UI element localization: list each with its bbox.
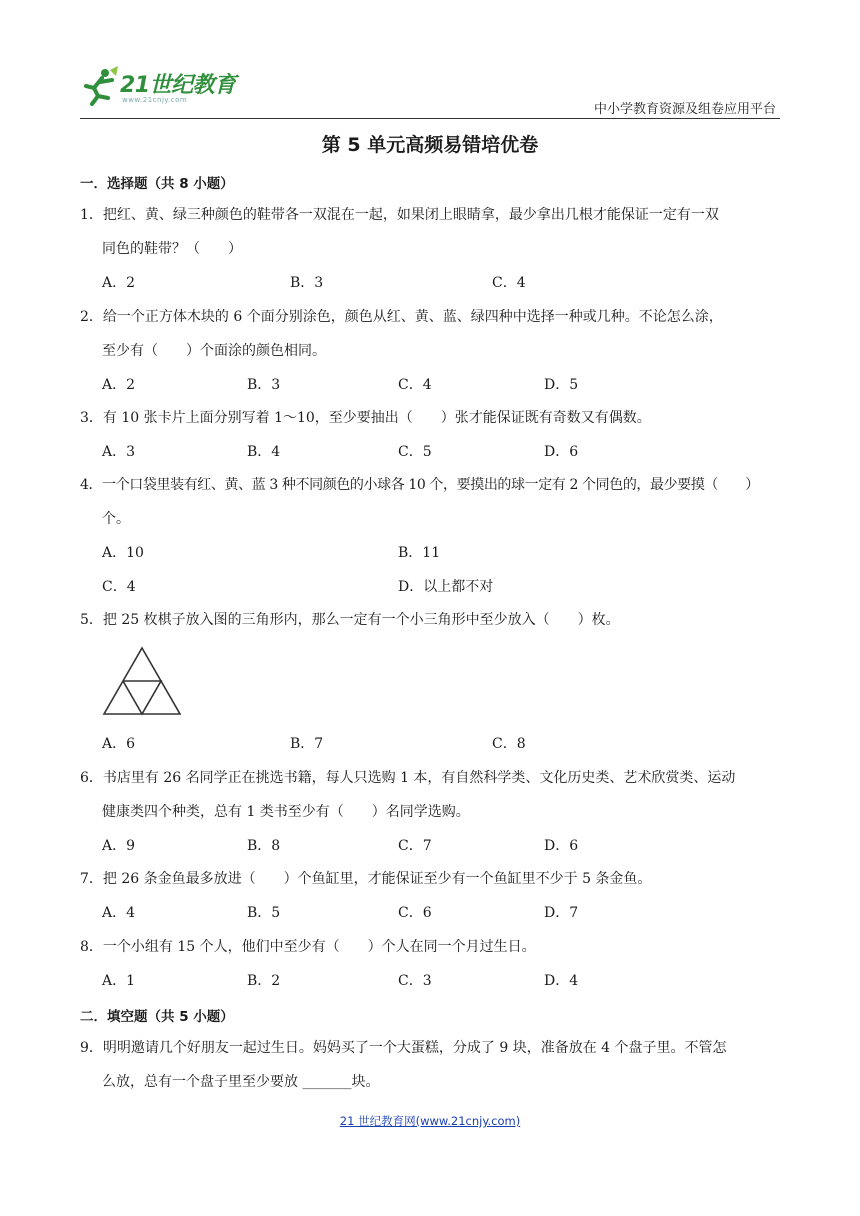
footer-link[interactable]: 21 世纪教育网(www.21cnjy.com) xyxy=(339,1114,521,1128)
option-a[interactable]: A．10 xyxy=(102,545,144,561)
option-c[interactable]: C．4 xyxy=(492,275,526,291)
option-a[interactable]: A．2 xyxy=(102,377,136,393)
question-5-options xyxy=(80,727,780,761)
question-text: 8．一个小组有 15 个人，他们中至少有（ ）个人在同一个月过生日。 xyxy=(80,939,536,955)
option-c[interactable]: C．3 xyxy=(398,973,432,989)
option-b[interactable]: B．3 xyxy=(247,377,281,393)
question-text: 至少有（ ）个面涂的颜色相同。 xyxy=(102,343,326,359)
header-divider xyxy=(80,118,780,119)
option-d[interactable]: D．以上都不对 xyxy=(398,579,494,595)
question-text: 5．把 25 枚棋子放入图的三角形内，那么一定有一个小三角形中至少放入（ ）枚。 xyxy=(80,612,620,628)
platform-name: 中小学教育资源及组卷应用平台 xyxy=(593,102,776,117)
section-heading-choice: 一．选择题（共 8 小题） xyxy=(80,176,234,192)
question-text: 1．把红、黄、绿三种颜色的鞋带各一双混在一起，如果闭上眼睛拿，最少拿出几根才能保证一定有一双 xyxy=(80,207,719,223)
option-row xyxy=(80,896,780,930)
question-text: 9．明明邀请几个好朋友一起过生日。妈妈买了一个大蛋糕，分成了 9 块，准备放在 4 个盘子里。不管怎 xyxy=(80,1040,727,1056)
option-b[interactable]: B．5 xyxy=(247,905,281,921)
option-c[interactable]: C．6 xyxy=(398,905,432,921)
question-7 xyxy=(80,862,780,930)
option-d[interactable]: D．7 xyxy=(544,905,579,921)
option-c[interactable]: C．5 xyxy=(398,444,432,460)
option-c[interactable]: C．4 xyxy=(102,579,136,595)
option-row xyxy=(80,964,780,998)
question-3 xyxy=(80,401,780,469)
option-b[interactable]: B．7 xyxy=(290,736,324,752)
option-row xyxy=(80,727,780,761)
option-b[interactable]: B．11 xyxy=(398,545,441,561)
question-1 xyxy=(80,198,780,300)
question-text: 2．给一个正方体木块的 6 个面分别涂色，颜色从红、黄、蓝、绿四种中选择一种或几种。不论怎么涂， xyxy=(80,309,723,325)
option-d[interactable]: D．4 xyxy=(544,973,579,989)
question-text: 7．把 26 条金鱼最多放进（ ）个鱼缸里，才能保证至少有一个鱼缸里不少于 5 条金鱼。 xyxy=(80,871,652,887)
option-a[interactable]: A．3 xyxy=(102,444,136,460)
logo-text: 21世纪教育 xyxy=(120,73,236,98)
runner-logo-icon xyxy=(80,66,120,106)
option-b[interactable]: B．4 xyxy=(247,444,281,460)
option-d[interactable]: D．6 xyxy=(544,444,579,460)
option-c[interactable]: C．7 xyxy=(398,838,432,854)
question-text: 么放，总有一个盘子里至少要放 _______块。 xyxy=(102,1074,380,1090)
question-8 xyxy=(80,930,780,998)
option-row xyxy=(80,536,780,570)
option-c[interactable]: C．8 xyxy=(492,736,526,752)
option-b[interactable]: B．8 xyxy=(247,838,281,854)
logo-url: www.21cnjy.com xyxy=(122,96,188,104)
question-6 xyxy=(80,761,780,863)
triangle-figure xyxy=(102,646,182,716)
option-d[interactable]: D．6 xyxy=(544,838,579,854)
question-9 xyxy=(80,1031,780,1099)
option-b[interactable]: B．2 xyxy=(247,973,281,989)
question-text: 个。 xyxy=(102,511,130,527)
page-title: 第 5 单元高频易错培优卷 xyxy=(321,134,539,156)
question-5 xyxy=(80,603,780,637)
question-text: 6．书店里有 26 名同学正在挑选书籍，每人只选购 1 本，有自然科学类、文化历史类、艺术欣赏类、运动 xyxy=(80,770,736,786)
option-row xyxy=(80,829,780,863)
option-row xyxy=(80,435,780,469)
section-heading-fill: 二．填空题（共 5 小题） xyxy=(80,1009,234,1025)
option-row xyxy=(80,266,780,300)
option-a[interactable]: A．9 xyxy=(102,838,136,854)
question-2 xyxy=(80,300,780,402)
option-row xyxy=(80,570,780,604)
question-text: 同色的鞋带？（ ） xyxy=(102,241,242,257)
question-text: 4．一个口袋里装有红、黄、蓝 3 种不同颜色的小球各 10 个，要摸出的球一定有 2 个同色的，最少要摸（ ） xyxy=(80,477,759,493)
option-a[interactable]: A．2 xyxy=(102,275,136,291)
option-a[interactable]: A．6 xyxy=(102,736,136,752)
option-a[interactable]: A．1 xyxy=(102,973,136,989)
question-4 xyxy=(80,468,780,604)
option-b[interactable]: B．3 xyxy=(290,275,324,291)
question-text: 健康类四个种类，总有 1 类书至少有（ ）名同学选购。 xyxy=(102,804,470,820)
option-a[interactable]: A．4 xyxy=(102,905,136,921)
logo xyxy=(80,66,260,112)
option-d[interactable]: D．5 xyxy=(544,377,579,393)
option-c[interactable]: C．4 xyxy=(398,377,432,393)
question-text: 3．有 10 张卡片上面分别写着 1～10，至少要抽出（ ）张才能保证既有奇数又有偶数。 xyxy=(80,410,651,426)
option-row xyxy=(80,368,780,402)
